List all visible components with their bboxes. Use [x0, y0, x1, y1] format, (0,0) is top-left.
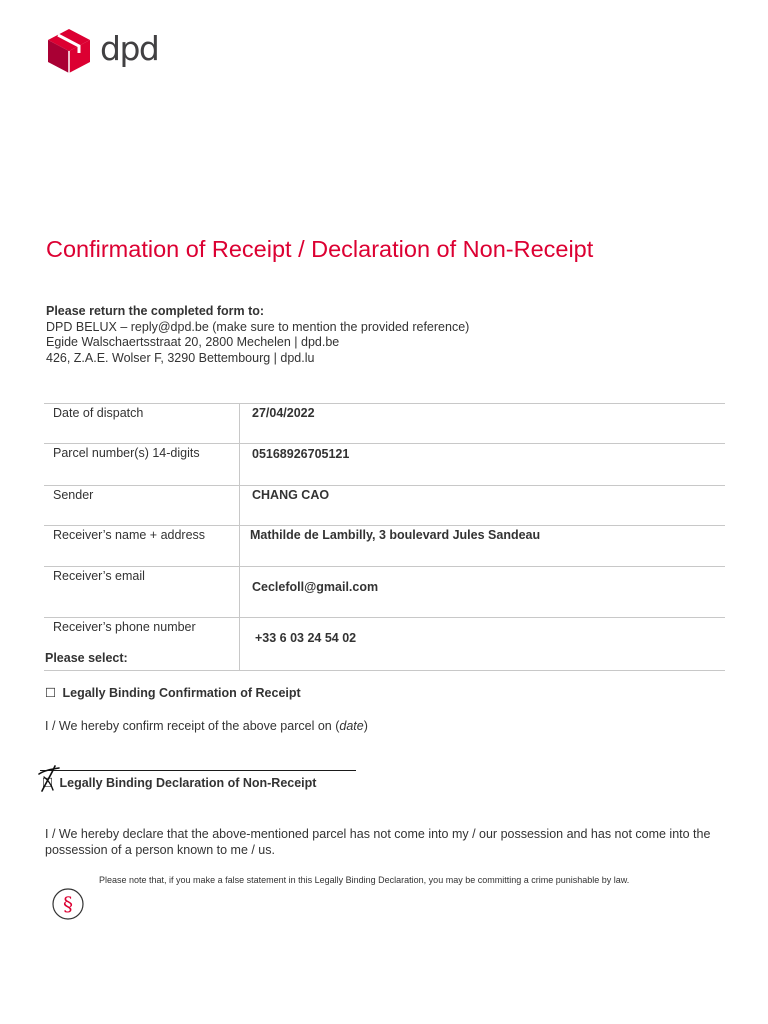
brand-name: dpd [100, 28, 159, 68]
field-label-sender: Sender [44, 486, 240, 526]
selection-prompt: Please select: [45, 651, 128, 665]
non-receipt-statement: I / We hereby declare that the above-mentioned parcel has not come into my / our possession and has not come into the possession of a person known to me / us. [45, 827, 711, 857]
section-sign-symbol: § [63, 892, 73, 916]
field-label-receiver-email: Receiver’s email [44, 567, 240, 618]
shipment-details-table [44, 403, 725, 671]
table-row [44, 404, 725, 444]
field-label-date-of-dispatch: Date of dispatch [44, 404, 240, 444]
handwritten-line [40, 770, 356, 771]
receipt-statement [45, 718, 368, 734]
field-value-receiver-email: Ceclefoll@gmail.com [240, 567, 726, 618]
receipt-checkbox[interactable]: ☐ [45, 686, 57, 700]
field-label-receiver-name-address: Receiver’s name + address [44, 526, 240, 567]
table-row [44, 567, 725, 618]
table-row [44, 486, 725, 526]
field-value-receiver-name-address: Mathilde de Lambilly, 3 boulevard Jules Sandeau [240, 526, 726, 567]
table-row [44, 526, 725, 567]
document-title: Confirmation of Receipt / Declaration of Non-Receipt [46, 236, 594, 262]
field-label-parcel-number: Parcel number(s) 14-digits [44, 444, 240, 486]
field-label-receiver-phone: Receiver’s phone number [44, 618, 240, 671]
receipt-option-label: Legally Binding Confirmation of Receipt [62, 686, 301, 700]
non-receipt-option[interactable] [42, 775, 316, 790]
handwritten-cross-mark-icon [36, 765, 62, 793]
return-address-heading: Please return the completed form to: [46, 304, 265, 318]
field-value-receiver-phone: +33 6 03 24 54 02 [240, 618, 726, 671]
non-receipt-option-label: Legally Binding Declaration of Non-Receipt [59, 776, 317, 790]
table-row [44, 618, 725, 671]
dpd-logo [46, 27, 158, 75]
non-receipt-checkbox[interactable]: ☐ [42, 776, 54, 790]
section-sign-icon [51, 887, 85, 921]
return-address-line: Egide Walschaertsstraat 20, 2800 Mechelen | dpd.be [46, 335, 340, 349]
receipt-option[interactable] [45, 685, 301, 700]
receipt-date-placeholder: date [339, 719, 364, 733]
return-address-line: DPD BELUX – reply@dpd.be (make sure to mention the provided reference) [46, 319, 470, 334]
field-value-date-of-dispatch: 27/04/2022 [240, 404, 726, 444]
return-address-block [46, 304, 469, 366]
legal-warning-note: Please note that, if you make a false statement in this Legally Binding Declaration, you may be committing a crime punishable by law. [99, 875, 630, 885]
field-value-sender: CHANG CAO [240, 486, 726, 526]
field-value-parcel-number: 05168926705121 [240, 444, 726, 486]
return-address-line: 426, Z.A.E. Wolser F, 3290 Bettembourg | dpd.lu [46, 350, 315, 365]
dpd-cube-icon [46, 27, 92, 75]
receipt-statement-close: ) [363, 719, 368, 733]
receipt-statement-text: I / We hereby confirm receipt of the above parcel on ( [45, 719, 340, 733]
table-row [44, 444, 725, 486]
